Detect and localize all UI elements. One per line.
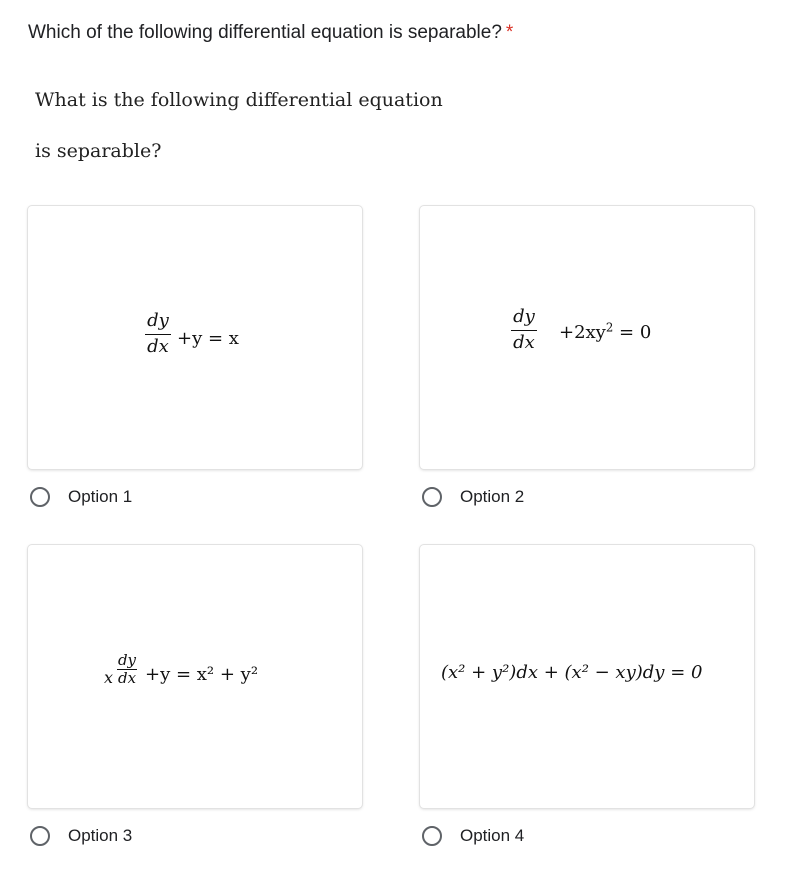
option-3-fraction <box>117 653 137 686</box>
option-4-image-card[interactable] <box>420 545 754 808</box>
option-1-fraction <box>145 312 171 356</box>
question-image-line-2: is separable? <box>35 140 162 162</box>
option-4-equation: (x² + y²)dx + (x² − xy)dy = 0 <box>441 662 703 683</box>
option-4-choice[interactable] <box>422 826 524 846</box>
option-2-equation-equals: = 0 <box>613 322 652 343</box>
option-4-radio[interactable] <box>422 826 442 846</box>
option-2-radio[interactable] <box>422 487 442 507</box>
option-1-fraction-numerator: dy <box>147 310 169 331</box>
option-3-choice[interactable] <box>30 826 132 846</box>
option-2-equation-rest <box>559 322 651 343</box>
option-2-choice[interactable] <box>422 487 524 507</box>
option-2-equation-exponent: 2 <box>605 320 614 335</box>
option-3-fraction-denominator: dx <box>117 669 137 687</box>
option-1-radio[interactable] <box>30 487 50 507</box>
option-3-radio[interactable] <box>30 826 50 846</box>
option-3-image-card[interactable] <box>28 545 362 808</box>
option-1-label: Option 1 <box>68 487 133 506</box>
required-asterisk: * <box>505 22 514 43</box>
question-title <box>28 21 513 45</box>
question-image-line-1: What is the following differential equation <box>35 89 443 111</box>
option-4-label: Option 4 <box>460 826 525 845</box>
option-3-equation-rest: +y = x² + y² <box>145 664 259 685</box>
option-2-fraction <box>511 308 537 352</box>
option-3-label: Option 3 <box>68 826 133 845</box>
option-3-equation-prefix: x <box>104 668 114 687</box>
option-2-fraction-numerator: dy <box>513 306 535 327</box>
option-2-image-card[interactable] <box>420 206 754 469</box>
option-1-fraction-bar <box>145 334 171 335</box>
option-2-label: Option 2 <box>460 487 525 506</box>
option-1-choice[interactable] <box>30 487 132 507</box>
option-1-fraction-denominator: dx <box>147 336 169 357</box>
question-title-text: Which of the following differential equation is separable? <box>28 22 502 43</box>
option-1-image-card[interactable] <box>28 206 362 469</box>
question-image <box>35 86 455 176</box>
option-2-fraction-bar <box>511 330 537 331</box>
option-1-equation-rest: +y = x <box>177 328 239 349</box>
option-2-fraction-denominator: dx <box>513 332 535 353</box>
option-2-equation-term: +2xy <box>559 322 606 343</box>
option-3-fraction-numerator: dy <box>117 651 137 669</box>
